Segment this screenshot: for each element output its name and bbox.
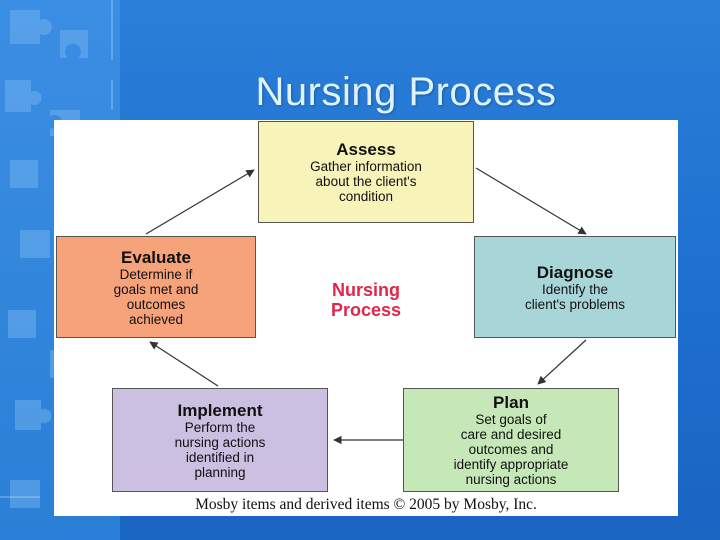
center-label-line: Process [330, 300, 402, 320]
step-heading: Assess [336, 140, 396, 159]
center-label-line: Nursing [331, 280, 400, 300]
step-desc-line: client's problems [524, 296, 626, 312]
step-desc-line: Set goals of [475, 412, 547, 427]
step-desc-line: identify appropriate [453, 457, 569, 472]
step-assess [258, 121, 474, 223]
step-heading: Plan [493, 393, 529, 412]
step-desc-line: Determine if [119, 266, 193, 282]
arrow-assess-to-diagnose [476, 168, 586, 234]
step-plan [403, 388, 619, 492]
center-label [294, 280, 438, 320]
step-heading: Implement [177, 400, 263, 420]
copyright-credit: Mosby items and derived items © 2005 by Mosby, Inc. [195, 496, 537, 513]
step-desc-line: outcomes [126, 296, 186, 312]
slide-title: Nursing Process [255, 70, 557, 114]
nursing-process-diagram [54, 120, 678, 516]
step-desc-line: planning [194, 464, 246, 480]
step-desc-line: about the client's [315, 174, 417, 189]
step-diagnose [474, 236, 676, 338]
arrow-implement-to-evaluate [150, 342, 218, 386]
step-desc-line: care and desired [460, 427, 562, 442]
arrow-evaluate-to-assess [146, 170, 254, 234]
step-desc-line: Identify the [541, 281, 609, 297]
step-desc-line: nursing actions [465, 472, 557, 487]
step-desc-line: goals met and [113, 281, 199, 297]
step-desc-line: Gather information [310, 159, 422, 174]
step-heading: Evaluate [121, 247, 191, 267]
step-desc-line: identified in [185, 449, 255, 465]
step-desc-line: nursing actions [174, 434, 266, 450]
step-implement [112, 388, 328, 492]
step-desc-line: outcomes and [468, 442, 554, 457]
step-desc-line: Perform the [184, 419, 256, 435]
step-desc-line: condition [338, 189, 394, 204]
step-desc-line: achieved [128, 311, 184, 327]
step-heading: Diagnose [536, 262, 614, 282]
step-evaluate [56, 236, 256, 338]
arrow-diagnose-to-plan [538, 340, 586, 384]
